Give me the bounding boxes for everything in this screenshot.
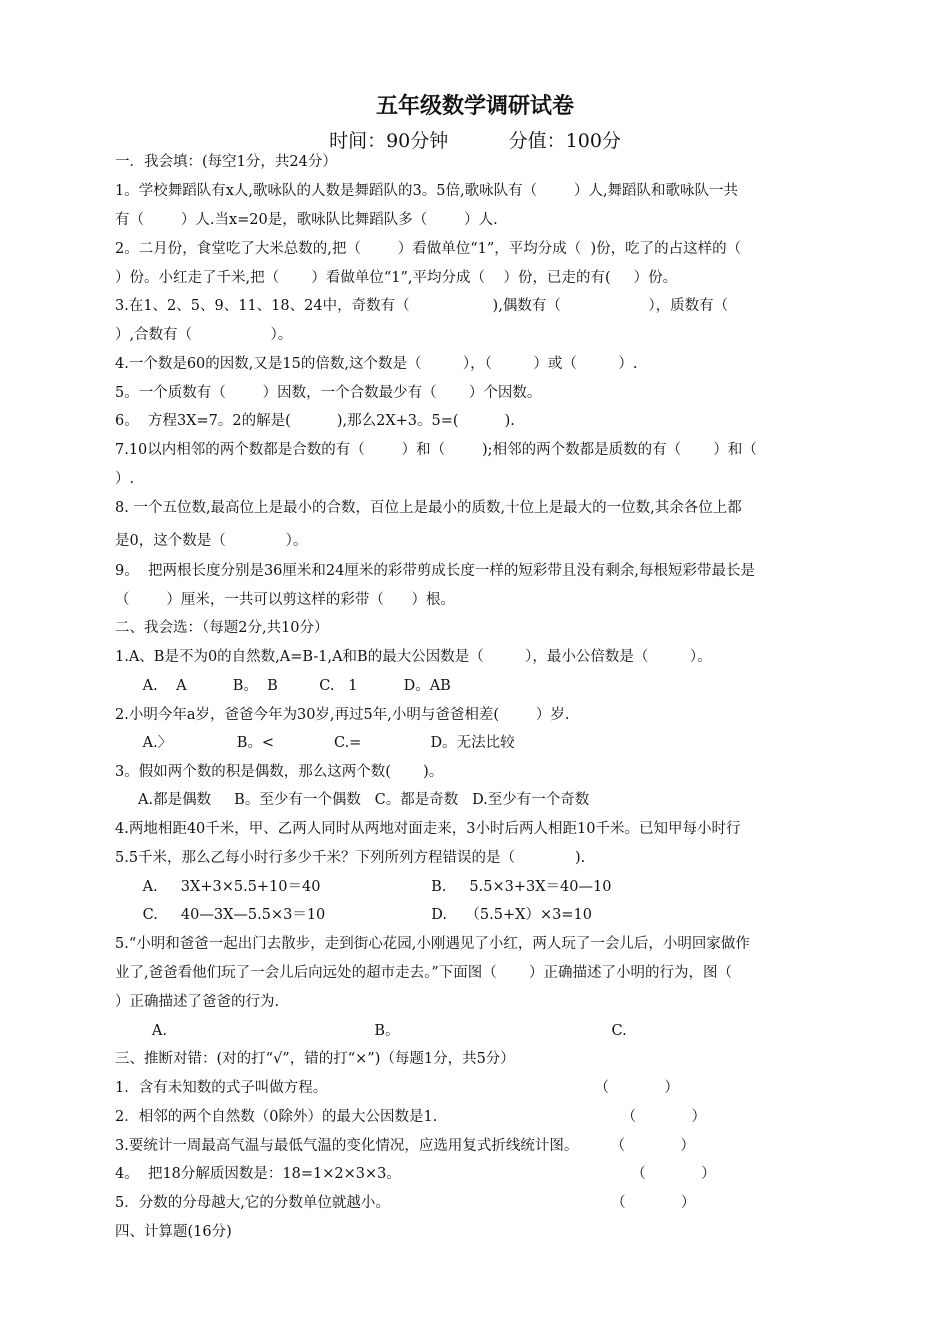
- question-line: 有（ ）人.当x=20是，歌咏队比舞蹈队多（ ）人.: [115, 212, 498, 228]
- section-4-heading: 四、计算题(16分): [115, 1224, 232, 1240]
- choice-line: A.〉 B。< C.= D。无法比较: [115, 735, 515, 751]
- question-line: 8. 一个五位数,最高位上是最小的合数，百位上是最小的质数,十位上是最大的一位数,其余各位上都: [115, 500, 742, 516]
- choice-line: A. 3X+3×5.5+10＝40 B. 5.5×3+3X＝40—10: [115, 879, 612, 895]
- question-line: 9。 把两根长度分别是36厘米和24厘米的彩带剪成长度一样的短彩带且没有剩余,每根短彩带最长是: [115, 563, 755, 579]
- choice-line: A. B。 C.: [115, 1023, 627, 1039]
- choice-line: A. A B。 B C. 1 D。AB: [115, 678, 451, 694]
- judgement-line: 4。 把18分解质因数是：18=1×2×3×3。 （ ）: [115, 1166, 716, 1182]
- section-3-heading: 三、推断对错：(对的打“√”，错的打“×”)（每题1分，共5分）: [115, 1051, 515, 1067]
- question-line: 5.“小明和爸爸一起出门去散步，走到街心花园,小刚遇见了小红，两人玩了一会儿后，小明回家做作: [115, 936, 750, 952]
- question-line: 4.两地相距40千米，甲、乙两人同时从两地对面走来，3小时后两人相距10千米。已知甲每小时行: [115, 821, 741, 837]
- question-line: 3.在1、2、5、9、11、18、24中，奇数有（ ),偶数有（ ），质数有（: [115, 298, 729, 314]
- question-line: 6。 方程3X=7。2的解是( ),那么2X+3。5=( ).: [115, 413, 515, 429]
- question-line: 2。二月份，食堂吃了大米总数的,把（ ）看做单位“1”，平均分成（ )份，吃了的占这样的（: [115, 241, 742, 257]
- question-line: 3。假如两个数的积是偶数，那么这两个数( )。: [115, 764, 444, 780]
- judgement-line: 1．含有未知数的式子叫做方程。 （ ）: [115, 1080, 679, 1096]
- exam-meta: 时间：90分钟 分值：100分: [329, 130, 621, 152]
- question-line: 1。学校舞蹈队有x人,歌咏队的人数是舞蹈队的3。5倍,歌咏队有（ ）人,舞蹈队和歌咏队一共: [115, 183, 739, 199]
- judgement-line: 3.要统计一周最高气温与最低气温的变化情况，应选用复式折线统计图。 （ ）: [115, 1138, 695, 1154]
- question-line: 业了,爸爸看他们玩了一会儿后向远处的超市走去。”下面图（ ）正确描述了小明的行为，图（: [115, 965, 733, 981]
- question-line: （ ）厘米，一共可以剪这样的彩带（ ）根。: [115, 592, 456, 608]
- question-line: ）正确描述了爸爸的行为.: [115, 994, 280, 1010]
- question-line: 2.小明今年a岁，爸爸今年为30岁,再过5年,小明与爸爸相差( ）岁.: [115, 707, 570, 723]
- judgement-line: 5．分数的分母越大,它的分数单位就越小。 （ ）: [115, 1195, 696, 1211]
- question-line: 5。一个质数有（ ）因数，一个合数最少有（ ）个因数。: [115, 385, 542, 401]
- question-line: 4.一个数是60的因数,又是15的倍数,这个数是（ ），（ ）或（ ）.: [115, 356, 638, 372]
- question-line: ）.: [115, 471, 135, 487]
- question-line: 是0，这个数是（ ）。: [115, 533, 308, 549]
- section-2-heading: 二、我会选：（每题2分,共10分）: [115, 620, 329, 636]
- judgement-line: 2．相邻的两个自然数（0除外）的最大公因数是1. （ ）: [115, 1109, 706, 1125]
- exam-title: 五年级数学调研试卷: [375, 93, 574, 119]
- choice-line: A.都是偶数 B。至少有一个偶数 C。都是奇数 D.至少有一个奇数: [115, 792, 590, 808]
- question-line: ）,合数有（ ）。: [115, 327, 293, 343]
- question-line: 7.10以内相邻的两个数都是合数的有（ ）和（ );相邻的两个数都是质数的有（ ）和（: [115, 442, 757, 458]
- choice-line: C. 40—3X—5.5×3＝10 D. （5.5+X）×3=10: [115, 907, 592, 923]
- section-1-heading: 一．我会填：(每空1分，共24分）: [115, 154, 337, 170]
- question-line: 5.5千米，那么乙每小时行多少千米？下列所列方程错误的是（ ).: [115, 850, 586, 866]
- question-line: ）份。小红走了千米,把（ ）看做单位“1”,平均分成（ ）份，已走的有( ）份。: [115, 270, 678, 286]
- question-line: 1.A、B是不为0的自然数,A=B-1,A和B的最大公因数是（ ），最小公倍数是（ ）。: [115, 649, 712, 665]
